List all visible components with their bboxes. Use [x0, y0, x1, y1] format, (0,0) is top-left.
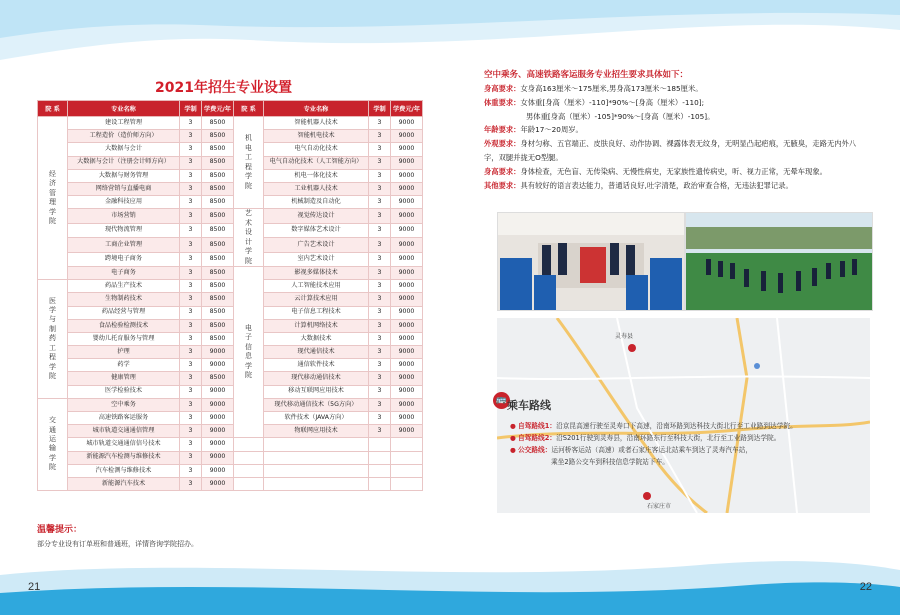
table-cell: 8500	[202, 280, 234, 293]
table-row	[38, 332, 423, 345]
requirement-item	[484, 110, 864, 124]
table-cell: 婴幼儿托育服务与管理	[68, 332, 180, 345]
table-cell: 9000	[202, 464, 234, 477]
requirement-text: 身体检查，无色盲、无传染病、无慢性病史，无家族性遗传病史，听、视力正常，无晕车现象。	[520, 166, 827, 176]
requirement-text: 女体重[身高（厘米）-110]*90%～[身高（厘米）-110];	[520, 97, 705, 107]
table-row	[38, 464, 423, 477]
table-cell: 3	[180, 425, 202, 438]
table-cell: 3	[180, 385, 202, 398]
table-cell: 汽车检测与维修技术	[68, 464, 180, 477]
table-cell: 3	[369, 306, 391, 319]
table-row	[38, 306, 423, 319]
route-item	[510, 420, 870, 432]
table-header-cell: 专业名称	[264, 101, 369, 117]
table-cell: 大数据技术	[264, 332, 369, 345]
table-row	[38, 266, 423, 279]
table-header-cell: 学费元/年	[391, 101, 423, 117]
route-text: 运河桥客运站（高速）或者石家庄客运北站乘车到达了灵寿汽车站，	[551, 446, 753, 454]
table-cell: 3	[369, 346, 391, 359]
table-header-cell: 专业名称	[68, 101, 180, 117]
table-cell: 9000	[202, 346, 234, 359]
table-cell: 药学	[68, 359, 180, 372]
table-cell: 3	[180, 169, 202, 182]
table-cell: 8500	[202, 319, 234, 332]
table-cell: 护理	[68, 346, 180, 359]
route-text: 沿S201行驶到灵寿县，沿南环路东行至科技大街，北行至工业路到达学院。	[556, 434, 781, 442]
table-cell: 跨境电子商务	[68, 252, 180, 266]
requirement-label: 年龄要求：	[484, 125, 521, 135]
table-cell: 8500	[202, 306, 234, 319]
table-cell: 食品检验检测技术	[68, 319, 180, 332]
table-cell: 电气自动化技术（人工智能方向）	[264, 156, 369, 169]
table-cell: 9000	[391, 332, 423, 345]
table-cell: 9000	[391, 385, 423, 398]
table-cell: 影视多媒体技术	[264, 266, 369, 279]
table-cell: 机电一体化技术	[264, 169, 369, 182]
table-row	[38, 223, 423, 237]
table-body	[38, 117, 423, 491]
table-row	[38, 385, 423, 398]
table-row	[38, 182, 423, 195]
table-cell: 药品生产技术	[68, 280, 180, 293]
map-pin-icon	[628, 344, 636, 352]
route-label: 公交路线：	[517, 446, 552, 454]
college-cell: 经济管理学院	[38, 117, 68, 280]
program-table-wrapper	[37, 100, 422, 491]
table-row	[38, 169, 423, 182]
table-cell: 高速铁路客运服务	[68, 412, 180, 425]
table-cell: 3	[180, 143, 202, 156]
table-cell: 生物制药技术	[68, 293, 180, 306]
table-cell: 9000	[391, 372, 423, 385]
table-cell: 网络营销与直播电商	[68, 182, 180, 195]
requirement-label: 身高要求：	[484, 84, 521, 93]
table-cell: 3	[180, 130, 202, 143]
college-cell: 机电工程学院	[234, 117, 264, 209]
table-cell: 8500	[202, 117, 234, 130]
table-cell: 8500	[202, 169, 234, 182]
table-cell: 3	[369, 169, 391, 182]
route-item	[510, 432, 870, 444]
table-cell: 3	[369, 372, 391, 385]
table-cell: 3	[369, 280, 391, 293]
table-cell: 电气自动化技术	[264, 143, 369, 156]
table-row	[38, 252, 423, 266]
table-cell: 3	[180, 477, 202, 490]
table-row	[38, 280, 423, 293]
table-cell: 3	[180, 156, 202, 169]
requirement-item	[484, 179, 864, 193]
table-cell: 3	[180, 223, 202, 237]
table-cell: 机械制造及自动化	[264, 196, 369, 209]
college-cell: 艺术设计学院	[234, 209, 264, 267]
tips-title: 温馨提示：	[37, 525, 83, 535]
table-cell: 智能机电技术	[264, 130, 369, 143]
table-cell: 3	[180, 451, 202, 464]
table-header-cell: 学费元/年	[202, 101, 234, 117]
table-row	[38, 398, 423, 411]
table-cell: 9000	[391, 143, 423, 156]
table-row	[38, 209, 423, 223]
table-cell: 3	[369, 117, 391, 130]
table-cell: 8500	[202, 156, 234, 169]
table-cell: 大数据与会计	[68, 143, 180, 156]
table-cell: 3	[369, 398, 391, 411]
table-header-cell: 学制	[180, 101, 202, 117]
route-text: 沿京昆高速行驶至灵寿口下高速，沿南环路到达科技大街北行至工业路到达学院。	[556, 422, 797, 430]
table-cell: 3	[180, 252, 202, 266]
location-pin-icon: ●	[510, 422, 518, 430]
requirement-item	[484, 137, 864, 165]
table-cell: 健康管理	[68, 372, 180, 385]
table-cell: 9000	[391, 425, 423, 438]
table-cell: 城市轨道交通通信管理	[68, 425, 180, 438]
route-label: 自驾路线1：	[517, 422, 557, 430]
table-cell: 8500	[202, 143, 234, 156]
requirement-label: 体重要求：	[484, 97, 521, 107]
table-cell: 3	[369, 223, 391, 237]
table-cell: 9000	[202, 359, 234, 372]
table-cell: 医学检验技术	[68, 385, 180, 398]
table-cell: 9000	[391, 117, 423, 130]
requirement-text: 男体重[身高（厘米）-105]*90%～[身高（厘米）-105]。	[526, 111, 715, 121]
table-cell: 3	[180, 438, 202, 451]
table-cell: 建设工程管理	[68, 117, 180, 130]
table-row	[38, 372, 423, 385]
table-row	[38, 425, 423, 438]
table-cell: 3	[180, 464, 202, 477]
table-cell: 电子信息工程技术	[264, 306, 369, 319]
table-cell: 9000	[391, 266, 423, 279]
table-cell: 人工智能技术应用	[264, 280, 369, 293]
table-cell: 8500	[202, 130, 234, 143]
table-cell: 3	[180, 266, 202, 279]
table-cell: 电子商务	[68, 266, 180, 279]
table-cell: 3	[180, 398, 202, 411]
table-cell: 8500	[202, 196, 234, 209]
table-cell: 9000	[391, 412, 423, 425]
table-row	[38, 319, 423, 332]
bottom-wave-decoration	[0, 545, 900, 615]
table-cell: 3	[180, 238, 202, 252]
table-cell: 现代物流管理	[68, 223, 180, 237]
table-cell: 3	[180, 196, 202, 209]
table-cell: 8500	[202, 182, 234, 195]
table-cell: 3	[180, 293, 202, 306]
table-cell: 现代移动通信技术（5G方向）	[264, 398, 369, 411]
table-cell: 3	[180, 332, 202, 345]
table-cell: 3	[369, 130, 391, 143]
table-cell: 3	[180, 209, 202, 223]
table-cell: 3	[369, 182, 391, 195]
table-cell: 现代通信技术	[264, 346, 369, 359]
table-cell: 3	[369, 319, 391, 332]
table-cell: 8500	[202, 372, 234, 385]
table-cell: 9000	[391, 306, 423, 319]
table-header-row	[38, 101, 423, 117]
table-cell: 3	[369, 238, 391, 252]
requirement-text: 身材匀称、五官端正、皮肤良好、动作协调、裸露体表无纹身，无明显凸起疤痕，无腋臭，走路无内外八字，双腿并拢无O型腿。	[484, 139, 857, 162]
table-cell: 空中乘务	[68, 398, 180, 411]
table-cell: 8500	[202, 293, 234, 306]
table-cell: 8500	[202, 332, 234, 345]
college-cell: 医学与制药工程学院	[38, 280, 68, 399]
requirement-label: 其他要求：	[484, 180, 521, 190]
college-cell: 交通运输学院	[38, 398, 68, 490]
table-cell: 3	[180, 359, 202, 372]
table-cell: 9000	[391, 223, 423, 237]
location-pin-icon: ●	[510, 446, 518, 454]
table-cell: 新能源汽车技术	[68, 477, 180, 490]
table-cell: 3	[369, 252, 391, 266]
table-cell: 物联网应用技术	[264, 425, 369, 438]
table-cell: 9000	[391, 280, 423, 293]
table-cell: 9000	[391, 169, 423, 182]
table-cell: 9000	[202, 451, 234, 464]
table-cell: 3	[369, 332, 391, 345]
requirement-text: 年龄17～20周岁。	[520, 125, 583, 135]
table-row	[38, 438, 423, 451]
table-cell: 3	[180, 182, 202, 195]
table-header-cell: 院 系	[234, 101, 264, 117]
table-cell: 9000	[202, 412, 234, 425]
table-cell: 视觉传达设计	[264, 209, 369, 223]
table-cell: 3	[369, 385, 391, 398]
table-cell: 3	[180, 346, 202, 359]
college-cell: 电子信息学院	[234, 266, 264, 437]
table-cell: 3	[180, 280, 202, 293]
table-cell: 3	[369, 293, 391, 306]
table-row	[38, 412, 423, 425]
table-row	[38, 196, 423, 209]
table-row	[38, 451, 423, 464]
table-cell: 城市轨道交通通信信号技术	[68, 438, 180, 451]
page-title: 2021年招生专业设置	[155, 80, 292, 96]
page-number-left: 21	[28, 581, 41, 593]
table-cell: 9000	[391, 238, 423, 252]
table-cell: 9000	[202, 425, 234, 438]
route-map	[497, 318, 870, 513]
table-row	[38, 117, 423, 130]
table-row	[38, 293, 423, 306]
tips-text: 部分专业设有订单班和普通班，详情咨询学院招办。	[37, 540, 198, 548]
table-cell: 3	[180, 319, 202, 332]
requirements-list	[484, 82, 864, 192]
route-item	[510, 444, 870, 456]
requirement-item	[484, 82, 864, 96]
table-cell: 3	[180, 372, 202, 385]
table-cell: 现代移动通信技术	[264, 372, 369, 385]
students-field-photo	[685, 212, 873, 311]
svg-text:石家庄市: 石家庄市	[647, 503, 672, 510]
table-cell: 9000	[391, 293, 423, 306]
table-cell: 3	[369, 266, 391, 279]
table-cell: 3	[369, 196, 391, 209]
table-row	[38, 130, 423, 143]
table-cell: 软件技术（JAVA方向）	[264, 412, 369, 425]
table-row	[38, 156, 423, 169]
table-cell: 9000	[202, 398, 234, 411]
table-cell: 智能机器人技术	[264, 117, 369, 130]
table-cell: 新能源汽车检测与维修技术	[68, 451, 180, 464]
table-cell: 工程造价（造价师方向）	[68, 130, 180, 143]
table-cell: 8500	[202, 223, 234, 237]
table-cell: 9000	[391, 156, 423, 169]
table-cell: 9000	[202, 438, 234, 451]
page-number-right: 22	[859, 581, 872, 593]
route-title: 乘车路线	[507, 399, 551, 412]
table-cell: 9000	[202, 385, 234, 398]
table-cell: 3	[369, 156, 391, 169]
table-cell: 8500	[202, 266, 234, 279]
table-cell: 移动互联网应用技术	[264, 385, 369, 398]
route-text: 乘坐2路公交车到科技信息学院站下车。	[551, 458, 669, 466]
table-cell: 3	[369, 412, 391, 425]
table-cell: 3	[369, 425, 391, 438]
table-cell: 8500	[202, 252, 234, 266]
requirements-title: 空中乘务、高速铁路客运服务专业招生要求具体如下：	[484, 70, 689, 80]
table-cell: 工商企业管理	[68, 238, 180, 252]
table-cell: 3	[180, 412, 202, 425]
route-label: 自驾路线2：	[517, 434, 557, 442]
table-cell: 3	[369, 143, 391, 156]
table-cell: 广告艺术设计	[264, 238, 369, 252]
requirement-label: 身高要求：	[484, 166, 521, 176]
program-table	[37, 100, 423, 491]
table-cell: 9000	[391, 196, 423, 209]
table-cell: 9000	[202, 477, 234, 490]
table-cell: 9000	[391, 346, 423, 359]
table-cell: 9000	[391, 319, 423, 332]
table-row	[38, 238, 423, 252]
table-row	[38, 143, 423, 156]
table-cell: 通信软件技术	[264, 359, 369, 372]
table-cell: 9000	[391, 209, 423, 223]
table-cell: 9000	[391, 252, 423, 266]
route-list	[510, 420, 870, 468]
table-cell: 药品经营与管理	[68, 306, 180, 319]
table-cell: 金融科技应用	[68, 196, 180, 209]
table-cell: 3	[180, 306, 202, 319]
requirement-text: 具有较好的语言表达能力，普通话良好,吐字清楚，政治审查合格，无违法犯罪记录。	[520, 180, 793, 190]
table-cell: 9000	[391, 182, 423, 195]
table-row	[38, 477, 423, 490]
location-pin-icon: ●	[510, 434, 518, 442]
requirement-item	[484, 96, 864, 110]
table-cell: 3	[369, 209, 391, 223]
table-cell: 数字媒体艺术设计	[264, 223, 369, 237]
table-cell: 3	[180, 117, 202, 130]
table-cell: 9000	[391, 359, 423, 372]
table-cell: 9000	[391, 398, 423, 411]
table-cell: 8500	[202, 209, 234, 223]
table-cell: 大数据与会计（注册会计师方向）	[68, 156, 180, 169]
table-cell: 市场营销	[68, 209, 180, 223]
car-icon: 🚌	[493, 392, 510, 409]
table-cell: 9000	[391, 130, 423, 143]
table-row	[38, 359, 423, 372]
table-header-cell: 学制	[369, 101, 391, 117]
table-cell: 大数据与财务管理	[68, 169, 180, 182]
route-item	[510, 456, 870, 468]
requirement-label: 外观要求：	[484, 139, 521, 149]
table-cell: 8500	[202, 238, 234, 252]
requirement-item	[484, 165, 864, 179]
table-cell: 云计算技术应用	[264, 293, 369, 306]
svg-text:灵寿县: 灵寿县	[615, 333, 634, 340]
requirement-text: 女身高163厘米～175厘米,男身高173厘米～185厘米。	[520, 84, 703, 93]
requirement-item	[484, 123, 864, 137]
table-header-cell: 院 系	[38, 101, 68, 117]
table-cell: 工业机器人技术	[264, 182, 369, 195]
table-cell: 室内艺术设计	[264, 252, 369, 266]
table-cell: 计算机网络技术	[264, 319, 369, 332]
train-cabin-photo	[497, 212, 685, 311]
table-row	[38, 346, 423, 359]
table-cell: 3	[369, 359, 391, 372]
